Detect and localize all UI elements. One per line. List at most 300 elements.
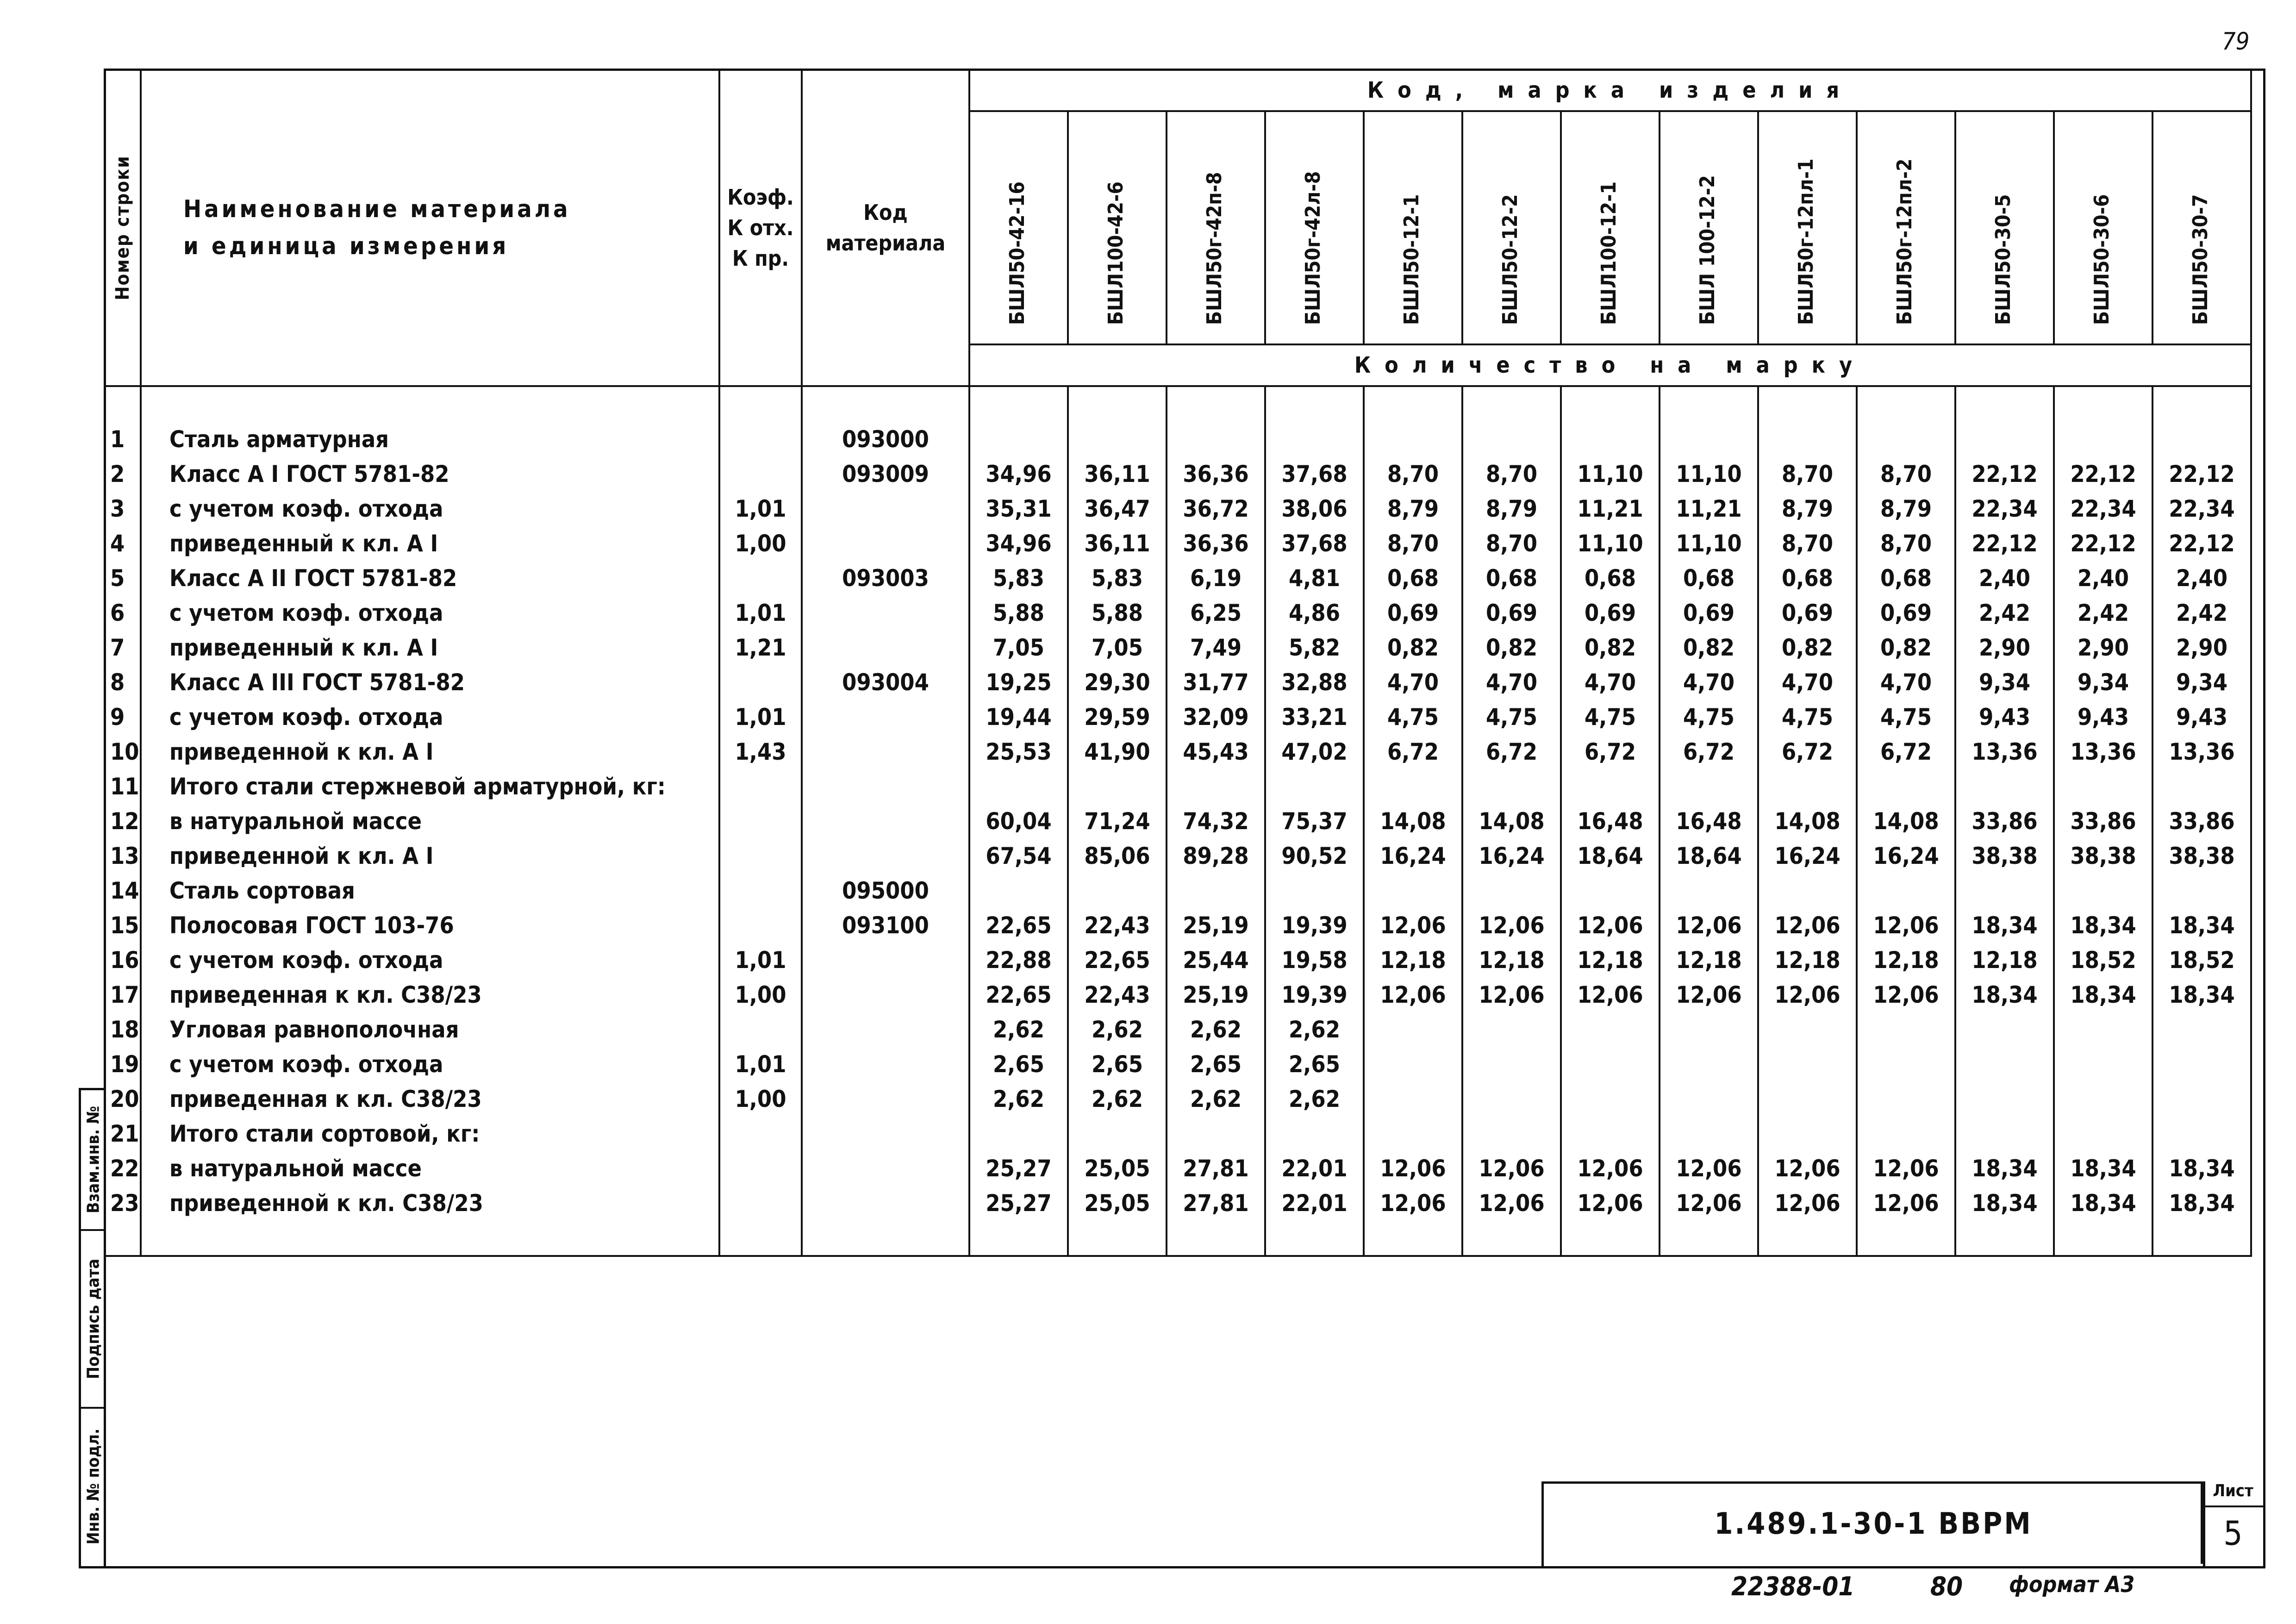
- quantity-cell: 0,69: [1364, 595, 1462, 630]
- sidebar-vzam: Взам.инв. №: [81, 1090, 106, 1231]
- quantity-cell: 36,72: [1167, 491, 1265, 526]
- quantity-cell: 7,49: [1167, 630, 1265, 665]
- quantity-cell: 18,34: [1955, 908, 2054, 943]
- quantity-cell: 5,88: [1068, 595, 1167, 630]
- quantity-cell: 9,34: [2152, 665, 2251, 700]
- quantity-cell: 12,06: [1462, 1186, 1561, 1220]
- quantity-cell: 22,12: [2152, 526, 2251, 561]
- drawing-frame: [104, 69, 2265, 1568]
- quantity-cell: 60,04: [969, 804, 1068, 838]
- quantity-cell: 18,34: [2152, 977, 2251, 1012]
- sheet-number: 5: [2223, 1514, 2243, 1553]
- quantity-cell: 22,12: [1955, 526, 2054, 561]
- quantity-cell: 4,70: [1758, 665, 1857, 700]
- quantity-cell: 6,72: [1561, 734, 1660, 769]
- quantity-cell: 2,62: [1167, 1012, 1265, 1047]
- footer-copy: 80: [1930, 1572, 1963, 1602]
- quantity-cell: 2,62: [1068, 1081, 1167, 1116]
- material-name: с учетом коэф. отхода: [141, 700, 719, 734]
- quantity-cell: 8,70: [1462, 526, 1561, 561]
- quantity-cell: 8,70: [1758, 456, 1857, 491]
- quantity-cell: 2,90: [2152, 630, 2251, 665]
- quantity-cell: 37,68: [1265, 456, 1364, 491]
- row-number: 17: [105, 977, 141, 1012]
- quantity-cell: 2,65: [969, 1047, 1068, 1081]
- mark-header: БШЛ50-30-5: [1955, 111, 2054, 344]
- mark-header: БШЛ100-42-6: [1068, 111, 1167, 344]
- row-number: 7: [105, 630, 141, 665]
- material-name: Полосовая ГОСТ 103-76: [141, 908, 719, 943]
- quantity-cell: 14,08: [1758, 804, 1857, 838]
- row-number: 15: [105, 908, 141, 943]
- quantity-cell: 16,24: [1758, 838, 1857, 873]
- quantity-cell: 14,08: [1364, 804, 1462, 838]
- material-name: Итого стали сортовой, кг:: [141, 1116, 719, 1151]
- quantity-cell: 12,06: [1758, 1151, 1857, 1186]
- quantity-cell: 2,40: [2152, 561, 2251, 595]
- quantity-cell: 22,65: [969, 977, 1068, 1012]
- row-number: 3: [105, 491, 141, 526]
- quantity-cell: 2,62: [1167, 1081, 1265, 1116]
- quantity-cell: 0,82: [1758, 630, 1857, 665]
- mark-header: БШЛ50г-12пл-1: [1758, 111, 1857, 344]
- quantity-cell: 14,08: [1462, 804, 1561, 838]
- sidebar-signature-date: Подпись дата: [81, 1231, 106, 1409]
- coefficient: 1,01: [719, 1047, 802, 1081]
- quantity-cell: 25,05: [1068, 1151, 1167, 1186]
- quantity-cell: 12,06: [1561, 977, 1660, 1012]
- quantity-cell: 18,64: [1660, 838, 1758, 873]
- quantity-cell: 27,81: [1167, 1151, 1265, 1186]
- quantity-cell: 14,08: [1857, 804, 1955, 838]
- quantity-cell: 2,65: [1167, 1047, 1265, 1081]
- quantity-cell: 6,72: [1364, 734, 1462, 769]
- quantity-cell: 19,25: [969, 665, 1068, 700]
- row-number: 20: [105, 1081, 141, 1116]
- material-code: 093004: [802, 665, 969, 700]
- quantity-cell: 12,18: [1758, 943, 1857, 977]
- quantity-cell: 2,62: [1265, 1081, 1364, 1116]
- quantity-cell: 22,01: [1265, 1151, 1364, 1186]
- quantity-cell: 9,43: [2152, 700, 2251, 734]
- quantity-cell: 2,62: [969, 1012, 1068, 1047]
- coefficient: 1,00: [719, 977, 802, 1012]
- quantity-cell: 19,39: [1265, 908, 1364, 943]
- quantity-cell: 12,18: [1462, 943, 1561, 977]
- quantity-cell: 2,62: [969, 1081, 1068, 1116]
- quantity-cell: 0,82: [1660, 630, 1758, 665]
- quantity-cell: 25,19: [1167, 977, 1265, 1012]
- quantity-cell: 22,12: [1955, 456, 2054, 491]
- quantity-cell: 18,34: [1955, 1186, 2054, 1220]
- quantity-cell: 38,38: [2152, 838, 2251, 873]
- quantity-cell: 11,10: [1561, 526, 1660, 561]
- quantity-cell: 22,43: [1068, 908, 1167, 943]
- quantity-cell: 4,75: [1364, 700, 1462, 734]
- quantity-cell: 19,58: [1265, 943, 1364, 977]
- quantity-cell: 75,37: [1265, 804, 1364, 838]
- quantity-cell: 11,10: [1660, 456, 1758, 491]
- quantity-cell: 19,44: [969, 700, 1068, 734]
- quantity-cell: 36,36: [1167, 526, 1265, 561]
- quantity-cell: 29,59: [1068, 700, 1167, 734]
- quantity-cell: 0,69: [1758, 595, 1857, 630]
- quantity-cell: 0,82: [1561, 630, 1660, 665]
- quantity-cell: 12,06: [1364, 1186, 1462, 1220]
- quantity-cell: 6,72: [1857, 734, 1955, 769]
- quantity-cell: 18,34: [2054, 908, 2152, 943]
- quantity-cell: 6,72: [1660, 734, 1758, 769]
- quantity-cell: 12,06: [1660, 1151, 1758, 1186]
- quantity-cell: 5,83: [1068, 561, 1167, 595]
- quantity-cell: 12,06: [1462, 1151, 1561, 1186]
- mark-header: БШЛ100-12-1: [1561, 111, 1660, 344]
- quantity-cell: 29,30: [1068, 665, 1167, 700]
- quantity-cell: 22,12: [2152, 456, 2251, 491]
- quantity-cell: 4,70: [1364, 665, 1462, 700]
- quantity-cell: 74,32: [1167, 804, 1265, 838]
- material-name: приведенная к кл. С38/23: [141, 977, 719, 1012]
- quantity-cell: 13,36: [1955, 734, 2054, 769]
- row-number: 8: [105, 665, 141, 700]
- quantity-cell: 25,05: [1068, 1186, 1167, 1220]
- quantity-cell: 25,53: [969, 734, 1068, 769]
- quantity-cell: 67,54: [969, 838, 1068, 873]
- quantity-cell: 18,34: [1955, 1151, 2054, 1186]
- quantity-cell: 12,06: [1561, 908, 1660, 943]
- quantity-cell: 31,77: [1167, 665, 1265, 700]
- quantity-cell: 33,86: [2054, 804, 2152, 838]
- quantity-cell: 18,52: [2054, 943, 2152, 977]
- material-code: 093009: [802, 456, 969, 491]
- quantity-cell: 16,24: [1857, 838, 1955, 873]
- approval-sidebar: [79, 1088, 106, 1568]
- quantity-cell: 33,86: [2152, 804, 2251, 838]
- quantity-cell: 12,06: [1660, 1186, 1758, 1220]
- quantity-cell: 25,44: [1167, 943, 1265, 977]
- quantity-cell: 11,21: [1660, 491, 1758, 526]
- quantity-cell: 38,38: [1955, 838, 2054, 873]
- row-number: 10: [105, 734, 141, 769]
- material-name: с учетом коэф. отхода: [141, 1047, 719, 1081]
- sidebar-inventory: Инв. № подл.: [84, 1428, 103, 1545]
- row-number: 18: [105, 1012, 141, 1047]
- coefficient: 1,01: [719, 943, 802, 977]
- quantity-cell: 12,18: [1955, 943, 2054, 977]
- quantity-cell: 2,62: [1265, 1012, 1364, 1047]
- material-name: Угловая равнополочная: [141, 1012, 719, 1047]
- quantity-cell: 25,19: [1167, 908, 1265, 943]
- quantity-cell: 4,75: [1660, 700, 1758, 734]
- quantity-cell: 6,72: [1462, 734, 1561, 769]
- quantity-cell: 12,06: [1758, 908, 1857, 943]
- quantity-cell: 12,06: [1364, 908, 1462, 943]
- quantity-cell: 22,88: [969, 943, 1068, 977]
- quantity-cell: 9,43: [1955, 700, 2054, 734]
- quantity-cell: 22,65: [969, 908, 1068, 943]
- quantity-cell: 12,18: [1364, 943, 1462, 977]
- quantity-cell: 9,43: [2054, 700, 2152, 734]
- quantity-cell: 11,10: [1561, 456, 1660, 491]
- quantity-cell: 36,11: [1068, 526, 1167, 561]
- mark-header: БШЛ50г-12пл-2: [1857, 111, 1955, 344]
- quantity-cell: 16,48: [1660, 804, 1758, 838]
- mark-header: БШЛ50-12-2: [1462, 111, 1561, 344]
- quantity-cell: 36,11: [1068, 456, 1167, 491]
- row-number: 1: [105, 422, 141, 456]
- quantity-cell: 0,68: [1758, 561, 1857, 595]
- row-number: 21: [105, 1116, 141, 1151]
- quantity-cell: 6,25: [1167, 595, 1265, 630]
- quantity-cell: 2,90: [1955, 630, 2054, 665]
- material-code: 093100: [802, 908, 969, 943]
- material-name: с учетом коэф. отхода: [141, 943, 719, 977]
- quantity-cell: 2,40: [1955, 561, 2054, 595]
- quantity-cell: 22,34: [2054, 491, 2152, 526]
- quantity-cell: 19,39: [1265, 977, 1364, 1012]
- quantity-cell: 32,09: [1167, 700, 1265, 734]
- quantity-cell: 8,70: [1462, 456, 1561, 491]
- quantity-cell: 18,64: [1561, 838, 1660, 873]
- quantity-cell: 12,06: [1857, 1151, 1955, 1186]
- quantity-cell: 0,68: [1364, 561, 1462, 595]
- quantity-cell: 16,24: [1364, 838, 1462, 873]
- quantity-cell: 85,06: [1068, 838, 1167, 873]
- quantity-cell: 71,24: [1068, 804, 1167, 838]
- quantity-cell: 4,86: [1265, 595, 1364, 630]
- quantity-cell: 90,52: [1265, 838, 1364, 873]
- quantity-cell: 2,42: [1955, 595, 2054, 630]
- coefficient: 1,01: [719, 700, 802, 734]
- quantity-cell: 5,83: [969, 561, 1068, 595]
- material-name-header: Наименование материала и единица измерения: [141, 69, 719, 386]
- material-name: Итого стали стержневой арматурной, кг:: [141, 769, 719, 804]
- quantity-cell: 22,12: [2054, 526, 2152, 561]
- material-name: приведенный к кл. А I: [141, 630, 719, 665]
- quantity-cell: 12,06: [1364, 1151, 1462, 1186]
- material-name: Сталь арматурная: [141, 422, 719, 456]
- footer-order: 22388-01: [1731, 1572, 1855, 1602]
- quantity-cell: 12,06: [1857, 977, 1955, 1012]
- quantity-cell: 6,72: [1758, 734, 1857, 769]
- quantity-cell: 36,47: [1068, 491, 1167, 526]
- quantity-cell: 8,70: [1364, 456, 1462, 491]
- coefficient: 1,00: [719, 1081, 802, 1116]
- quantity-cell: 11,10: [1660, 526, 1758, 561]
- material-name: с учетом коэф. отхода: [141, 595, 719, 630]
- quantity-cell: 12,06: [1758, 977, 1857, 1012]
- quantity-cell: 0,69: [1857, 595, 1955, 630]
- material-code: 093000: [802, 422, 969, 456]
- quantity-cell: 4,75: [1857, 700, 1955, 734]
- quantity-cell: 45,43: [1167, 734, 1265, 769]
- coefficient: 1,01: [719, 491, 802, 526]
- quantity-cell: 12,06: [1561, 1151, 1660, 1186]
- quantity-cell: 4,70: [1561, 665, 1660, 700]
- row-number: 6: [105, 595, 141, 630]
- quantity-cell: 0,82: [1857, 630, 1955, 665]
- quantity-cell: 4,75: [1561, 700, 1660, 734]
- quantity-cell: 18,34: [2054, 1186, 2152, 1220]
- quantity-cell: 4,75: [1758, 700, 1857, 734]
- quantity-cell: 12,18: [1660, 943, 1758, 977]
- quantity-cell: 2,65: [1068, 1047, 1167, 1081]
- quantity-cell: 12,06: [1660, 977, 1758, 1012]
- quantity-cell: 25,27: [969, 1151, 1068, 1186]
- quantity-cell: 27,81: [1167, 1186, 1265, 1220]
- quantity-cell: 22,01: [1265, 1186, 1364, 1220]
- row-number: 11: [105, 769, 141, 804]
- quantity-cell: 33,21: [1265, 700, 1364, 734]
- material-name: приведенной к кл. С38/23: [141, 1186, 719, 1220]
- row-number: 23: [105, 1186, 141, 1220]
- quantity-cell: 34,96: [969, 456, 1068, 491]
- quantity-cell: 18,34: [2152, 908, 2251, 943]
- quantity-cell: 22,34: [1955, 491, 2054, 526]
- quantity-cell: 12,06: [1857, 1186, 1955, 1220]
- row-number: 22: [105, 1151, 141, 1186]
- quantity-cell: 47,02: [1265, 734, 1364, 769]
- quantity-cell: 4,70: [1660, 665, 1758, 700]
- quantity-cell: 4,70: [1857, 665, 1955, 700]
- quantity-cell: 33,86: [1955, 804, 2054, 838]
- quantity-cell: 8,70: [1857, 526, 1955, 561]
- quantity-cell: 4,75: [1462, 700, 1561, 734]
- quantity-cell: 13,36: [2152, 734, 2251, 769]
- material-name: Класс А II ГОСТ 5781-82: [141, 561, 719, 595]
- material-name: приведенной к кл. А I: [141, 838, 719, 873]
- quantity-cell: 6,19: [1167, 561, 1265, 595]
- quantity-cell: 12,06: [1462, 977, 1561, 1012]
- row-number: 19: [105, 1047, 141, 1081]
- row-number: 9: [105, 700, 141, 734]
- material-name: в натуральной массе: [141, 804, 719, 838]
- material-name: Класс А I ГОСТ 5781-82: [141, 456, 719, 491]
- quantity-cell: 12,06: [1561, 1186, 1660, 1220]
- quantity-cell: 37,68: [1265, 526, 1364, 561]
- material-name: приведенная к кл. С38/23: [141, 1081, 719, 1116]
- row-number: 13: [105, 838, 141, 873]
- coefficient: 1,43: [719, 734, 802, 769]
- quantity-cell: 12,06: [1364, 977, 1462, 1012]
- quantity-cell: 8,79: [1364, 491, 1462, 526]
- quantity-cell: 41,90: [1068, 734, 1167, 769]
- mark-header: БШЛ50г-42п-8: [1167, 111, 1265, 344]
- quantity-cell: 18,52: [2152, 943, 2251, 977]
- quantity-cell: 9,34: [1955, 665, 2054, 700]
- footer-format: формат А3: [2009, 1572, 2135, 1598]
- coef-header: Коэф. К отх. К пр.: [719, 69, 802, 386]
- quantity-cell: 35,31: [969, 491, 1068, 526]
- page-number: 79: [2222, 28, 2250, 56]
- row-number: 4: [105, 526, 141, 561]
- quantity-cell: 0,69: [1561, 595, 1660, 630]
- quantity-cell: 89,28: [1167, 838, 1265, 873]
- quantity-cell: 12,06: [1660, 908, 1758, 943]
- quantity-header: Количество на марку: [969, 344, 2251, 386]
- quantity-cell: 11,21: [1561, 491, 1660, 526]
- quantity-cell: 36,36: [1167, 456, 1265, 491]
- sheet-label: Лист: [2203, 1481, 2263, 1507]
- quantity-cell: 2,42: [2054, 595, 2152, 630]
- quantity-cell: 0,69: [1660, 595, 1758, 630]
- quantity-cell: 18,34: [2152, 1186, 2251, 1220]
- coefficient: 1,21: [719, 630, 802, 665]
- material-name: приведенный к кл. А I: [141, 526, 719, 561]
- mark-header: БШЛ 100-12-2: [1660, 111, 1758, 344]
- quantity-cell: 38,38: [2054, 838, 2152, 873]
- quantity-cell: 0,68: [1857, 561, 1955, 595]
- material-name: приведенной к кл. А I: [141, 734, 719, 769]
- quantity-cell: 0,68: [1561, 561, 1660, 595]
- row-number: 5: [105, 561, 141, 595]
- row-number: 14: [105, 873, 141, 908]
- quantity-cell: 2,42: [2152, 595, 2251, 630]
- row-number: 16: [105, 943, 141, 977]
- quantity-cell: 16,24: [1462, 838, 1561, 873]
- quantity-cell: 0,68: [1660, 561, 1758, 595]
- material-code: 093003: [802, 561, 969, 595]
- material-name: с учетом коэф. отхода: [141, 491, 719, 526]
- quantity-cell: 2,90: [2054, 630, 2152, 665]
- mark-header: БШЛ50-42-16: [969, 111, 1068, 344]
- quantity-cell: 34,96: [969, 526, 1068, 561]
- quantity-cell: 22,43: [1068, 977, 1167, 1012]
- row-number: 12: [105, 804, 141, 838]
- material-name: в натуральной массе: [141, 1151, 719, 1186]
- quantity-cell: 8,70: [1857, 456, 1955, 491]
- quantity-cell: 2,62: [1068, 1012, 1167, 1047]
- quantity-cell: 13,36: [2054, 734, 2152, 769]
- row-number-header: Номер строки: [105, 69, 141, 386]
- quantity-cell: 12,06: [1758, 1186, 1857, 1220]
- quantity-cell: 8,79: [1758, 491, 1857, 526]
- quantity-cell: 38,06: [1265, 491, 1364, 526]
- quantity-cell: 0,69: [1462, 595, 1561, 630]
- document-code: 1.489.1-30-1 ВВРМ: [1714, 1507, 2033, 1541]
- quantity-cell: 4,81: [1265, 561, 1364, 595]
- quantity-cell: 12,18: [1857, 943, 1955, 977]
- mark-header: БШЛ50-30-7: [2152, 111, 2251, 344]
- coefficient: 1,01: [719, 595, 802, 630]
- quantity-cell: 0,68: [1462, 561, 1561, 595]
- quantity-cell: 18,34: [2152, 1151, 2251, 1186]
- quantity-cell: 18,34: [2054, 977, 2152, 1012]
- quantity-cell: 7,05: [969, 630, 1068, 665]
- quantity-cell: 25,27: [969, 1186, 1068, 1220]
- quantity-cell: 8,79: [1857, 491, 1955, 526]
- material-name: Сталь сортовая: [141, 873, 719, 908]
- quantity-cell: 9,34: [2054, 665, 2152, 700]
- mark-header: БШЛ50г-42л-8: [1265, 111, 1364, 344]
- material-code: 095000: [802, 873, 969, 908]
- quantity-cell: 18,34: [1955, 977, 2054, 1012]
- quantity-cell: 12,18: [1561, 943, 1660, 977]
- quantity-cell: 22,12: [2054, 456, 2152, 491]
- quantity-cell: 7,05: [1068, 630, 1167, 665]
- mark-group-header: Код, марка изделия: [969, 69, 2251, 111]
- quantity-cell: 18,34: [2054, 1151, 2152, 1186]
- mark-header: БШЛ50-30-6: [2054, 111, 2152, 344]
- row-number: 2: [105, 456, 141, 491]
- quantity-cell: 2,40: [2054, 561, 2152, 595]
- mark-header: БШЛ50-12-1: [1364, 111, 1462, 344]
- quantity-cell: 8,70: [1364, 526, 1462, 561]
- quantity-cell: 2,65: [1265, 1047, 1364, 1081]
- quantity-cell: 16,48: [1561, 804, 1660, 838]
- quantity-cell: 0,82: [1364, 630, 1462, 665]
- quantity-cell: 5,88: [969, 595, 1068, 630]
